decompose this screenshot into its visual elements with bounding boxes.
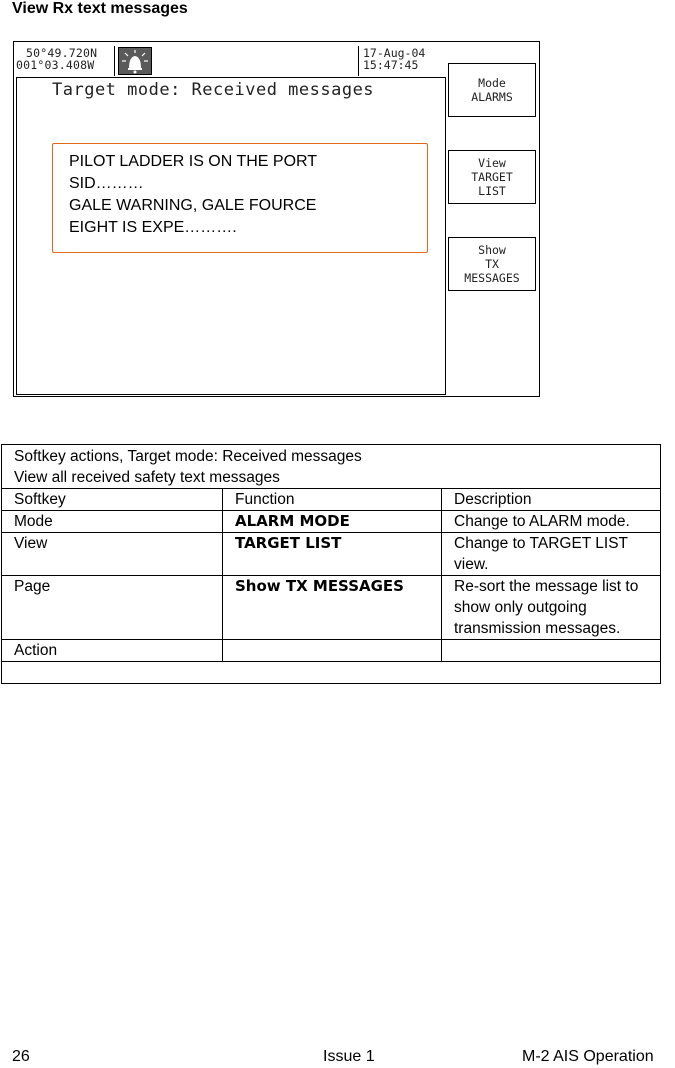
function-cell: Show TX MESSAGES: [223, 576, 442, 640]
function-cell: ALARM MODE: [223, 511, 442, 533]
description-cell: Change to ALARM mode.: [442, 511, 661, 533]
document-title: M-2 AIS Operation: [522, 1048, 654, 1065]
issue-label: Issue 1: [323, 1048, 375, 1065]
datetime-readout: [363, 47, 425, 71]
ais-screen: [13, 41, 540, 397]
table-row: [2, 511, 661, 533]
table-row: [2, 533, 661, 576]
description-cell: Re-sort the message list to show only outgoing transmission messages.: [442, 576, 661, 640]
message-line: SID………: [69, 175, 144, 192]
table-row: [2, 576, 661, 640]
column-header: Description: [442, 489, 661, 511]
message-line: GALE WARNING, GALE FOURCE: [69, 197, 317, 214]
table-caption: [2, 445, 661, 489]
function-cell: [223, 640, 442, 662]
longitude: 001°03.408W: [16, 58, 95, 72]
softkey-cell: Page: [2, 576, 223, 640]
softkey-mode-alarms[interactable]: [448, 63, 536, 117]
softkey-label: Mode: [478, 76, 506, 90]
softkey-actions-table: [1, 444, 661, 684]
page-number: 26: [12, 1048, 30, 1065]
date: 17-Aug-04: [363, 46, 426, 60]
softkey-show-tx-messages[interactable]: [448, 237, 536, 291]
table-header-row: [2, 489, 661, 511]
softkey-view-target-list[interactable]: [448, 150, 536, 204]
softkey-label: MESSAGES: [464, 271, 520, 285]
table-subtitle: View all received safety text messages: [14, 469, 280, 486]
softkey-label: ALARMS: [471, 90, 513, 104]
received-messages-box: [52, 143, 428, 253]
time: 15:47:45: [363, 58, 419, 72]
table-title: Softkey actions, Target mode: Received messages: [14, 448, 362, 465]
softkey-label: LIST: [478, 184, 506, 198]
softkey-label: TX: [485, 257, 499, 271]
table-row: [2, 640, 661, 662]
alarm-bell-icon[interactable]: [118, 47, 152, 75]
latitude: 50°49.720N: [26, 46, 98, 60]
softkey-cell: Mode: [2, 511, 223, 533]
table-row-empty: [2, 662, 661, 684]
description-cell: Change to TARGET LIST view.: [442, 533, 661, 576]
section-heading: View Rx text messages: [12, 0, 188, 17]
column-header: Function: [223, 489, 442, 511]
divider: [114, 46, 115, 76]
message-line: PILOT LADDER IS ON THE PORT: [69, 153, 318, 170]
softkey-label: TARGET: [471, 170, 513, 184]
position-readout: [16, 47, 97, 71]
mode-title: Target mode: Received messages: [52, 80, 375, 100]
softkey-label: Show: [478, 243, 506, 257]
column-header: Softkey: [2, 489, 223, 511]
function-cell: TARGET LIST: [223, 533, 442, 576]
description-cell: [442, 640, 661, 662]
divider: [358, 46, 359, 76]
softkey-cell: View: [2, 533, 223, 576]
message-line: EIGHT IS EXPE……….: [69, 219, 237, 236]
softkey-label: View: [478, 156, 506, 170]
softkey-cell: Action: [2, 640, 223, 662]
empty-cell: [2, 662, 661, 684]
